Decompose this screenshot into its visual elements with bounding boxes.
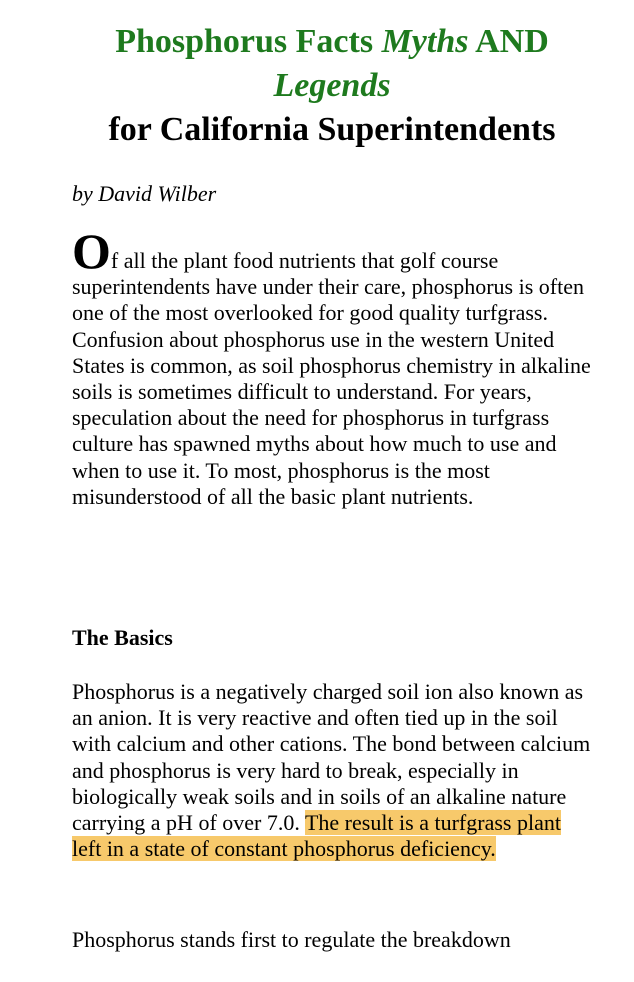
section-heading: The Basics: [72, 625, 173, 650]
title-part-myths: Myths: [381, 23, 469, 60]
breakdown-paragraph: Phosphorus stands first to regulate the breakdown: [72, 927, 511, 952]
drop-cap: O: [72, 223, 111, 279]
byline: by David Wilber: [72, 181, 217, 206]
basics-text: Phosphorus is a negatively charged soil ion also known as an anion. It is very reactive and often tied up in the soil with calcium and other cations. The bond between calcium and phosphorus is very hard to break, especially in biologically weak soils and in soils of an alkaline nature carrying a pH of over 7.0.: [72, 679, 591, 836]
title-part-and: AND: [468, 23, 549, 60]
intro-paragraph: [72, 223, 592, 510]
intro-text: f all the plant food nutrients that golf course superintendents have under their care, phosphorus is often one of the most overlooked for good quality turfgrass. Confusion about phosphorus use in the western United States is common, as soil phosphorus chemistry in alkaline soils is sometimes difficult to understand. For years, speculation about the need for phosphorus in turfgrass culture has spawned myths about how much to use and when to use it. To most, phosphorus is the most misunderstood of all the basic plant nutrients.: [72, 248, 591, 509]
article-title: [0, 20, 634, 152]
title-line-2: for California Superintendents: [108, 111, 556, 148]
title-part-legends: Legends: [273, 67, 391, 104]
basics-paragraph: [72, 679, 592, 862]
title-part-1: Phosphorus Facts: [115, 23, 382, 60]
highlighted-sentence: The result is a turfgrass plant left in a state of constant phosphorus deficiency.: [72, 810, 561, 862]
